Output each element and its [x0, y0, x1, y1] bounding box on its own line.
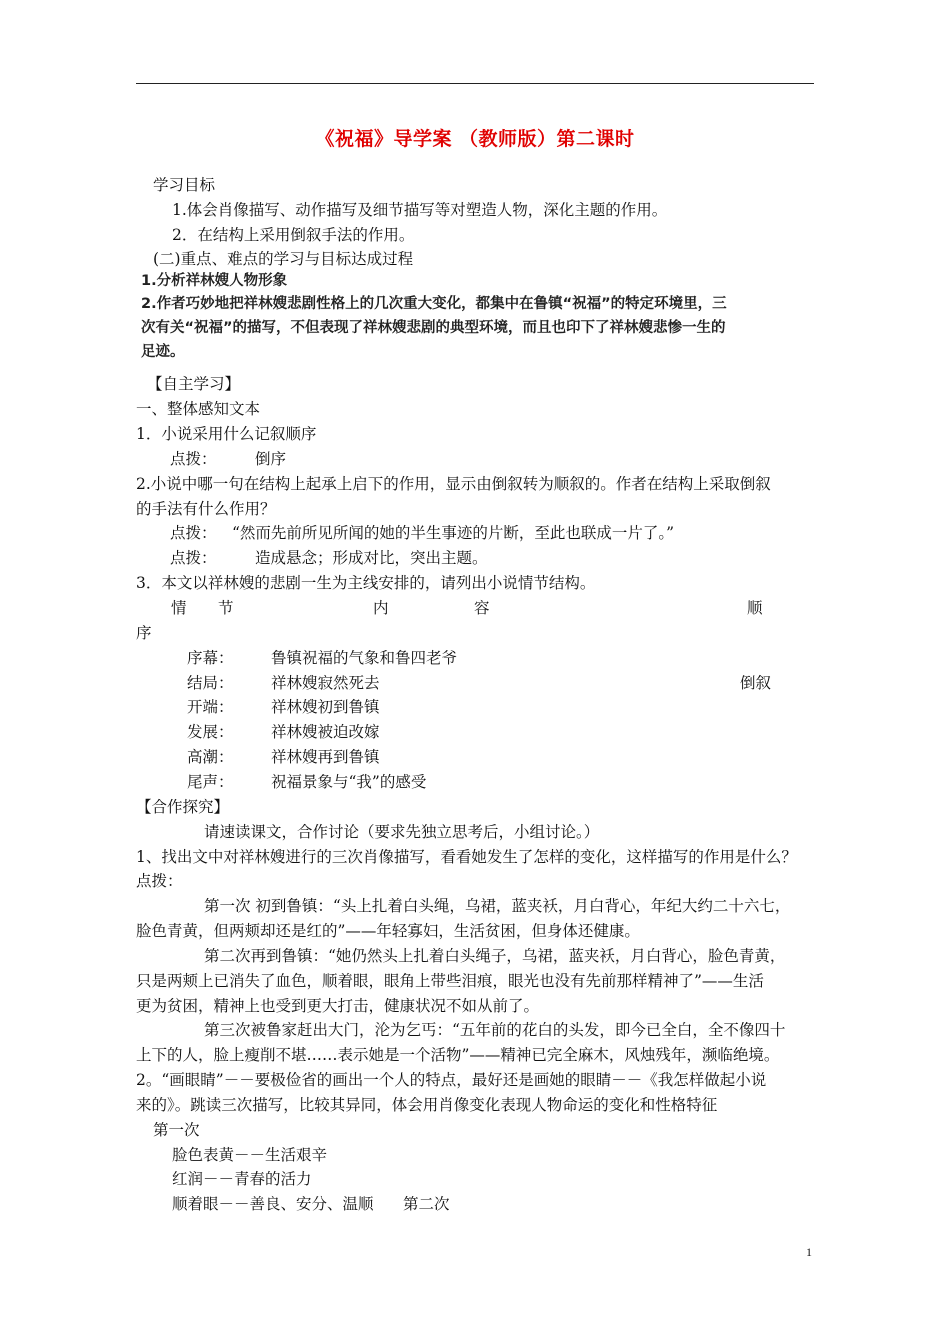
plot-stage: 高潮：: [187, 748, 234, 766]
question-3: 3．本文以祥林嫂的悲剧一生为主线安排的，请列出小说情节结构。: [136, 574, 596, 592]
key-point-2-line-2: 次有关“祝福”的描写，不但表现了祥林嫂悲剧的典型环境，而且也印下了祥林嫂悲惨一生的: [141, 320, 726, 336]
header-rule: [136, 83, 814, 84]
plot-header-content-2: 容: [474, 599, 490, 617]
question-2-line-2: 的手法有什么作用？: [136, 500, 276, 518]
q2-hint-1: “然而先前所见所闻的她的半生事迹的片断，至此也联成一片了。”: [232, 524, 675, 542]
key-points-section: (二)重点、难点的学习与目标达成过程: [153, 250, 414, 268]
first-time-point-3: 顺着眼－－善良、安分、温顺: [172, 1195, 374, 1213]
plot-stage: 结局：: [187, 674, 234, 692]
first-portrait-line-1: 第一次 初到鲁镇：“头上扎着白头绳，乌裙，蓝夹袄，月白背心，年纪大约二十六七，: [204, 897, 791, 915]
plot-header-order-2: 序: [136, 624, 152, 642]
plot-header-stage-1: 情: [171, 599, 187, 617]
q2-hint-2-label: 点拨：: [170, 549, 217, 567]
plot-content: 鲁镇祝福的气象和鲁四老爷: [271, 649, 458, 667]
plot-header-order-1: 顺: [747, 599, 763, 617]
key-point-2-line-1: 2.作者巧妙地把祥林嫂悲剧性格上的几次重大变化，都集中在鲁镇“祝福”的特定环境里，三: [141, 296, 727, 312]
part-1-heading: 一、整体感知文本: [136, 400, 261, 418]
question-1: 1．小说采用什么记叙顺序: [136, 425, 317, 443]
second-time-label: 第二次: [403, 1195, 450, 1213]
goal-item-2: 2．在结构上采用倒叙手法的作用。: [172, 226, 415, 244]
goal-item-1: 1.体会肖像描写、动作描写及细节描写等对塑造人物，深化主题的作用。: [172, 201, 668, 219]
q2-hint-1-label: 点拨：: [170, 524, 217, 542]
plot-header-stage-2: 节: [218, 599, 234, 617]
first-time-label: 第一次: [153, 1121, 200, 1139]
second-portrait-line-1: 第二次再到鲁镇：“她仍然头上扎着白头绳子，乌裙，蓝夹袄，月白背心，脸色青黄，: [204, 947, 786, 965]
question-2-line-1: 2.小说中哪一句在结构上起承上启下的作用，显示由倒叙转为顺叙的。作者在结构上采取倒叙: [136, 475, 771, 493]
coop-question-1: 1、找出文中对祥林嫂进行的三次肖像描写，看看她发生了怎样的变化，这样描写的作用是什么？: [136, 848, 797, 866]
plot-content: 祥林嫂初到鲁镇: [271, 698, 380, 716]
q2-hint-2: 造成悬念；形成对比，突出主题。: [255, 549, 488, 567]
key-point-1: 1.分析祥林嫂人物形象: [141, 273, 288, 289]
self-study-heading: 【自主学习】: [147, 375, 241, 393]
coop-intro: 请速读课文，合作讨论（要求先独立思考后，小组讨论。）: [204, 823, 600, 841]
coop-heading: 【合作探究】: [136, 798, 230, 816]
first-portrait-line-2: 脸色青黄，但两颊却还是红的”——年轻寡妇，生活贫困，但身体还健康。: [136, 922, 640, 940]
second-portrait-line-2: 只是两颊上已消失了血色，顺着眼，眼角上带些泪痕，眼光也没有先前那样精神了”——生活: [136, 972, 764, 990]
coop-question-2-line-2: 来的》。跳读三次描写，比较其异同，体会用肖像变化表现人物命运的变化和性格特征: [136, 1096, 718, 1114]
plot-stage: 开端：: [187, 698, 234, 716]
coop-question-2-line-1: 2。“画眼睛”－－要极俭省的画出一个人的特点，最好还是画她的眼睛－－《我怎样做起小说: [136, 1071, 767, 1089]
q1-hint: 倒序: [255, 450, 287, 468]
plot-stage: 尾声：: [187, 773, 234, 791]
page-title: 《祝福》导学案 （教师版）第二课时: [315, 128, 635, 150]
third-portrait-line-1: 第三次被鲁家赶出大门，沦为乞丐：“五年前的花白的头发，即今已全白，全不像四十: [204, 1021, 786, 1039]
q1-hint-label: 点拨：: [170, 450, 217, 468]
plot-header-content-1: 内: [373, 599, 389, 617]
plot-stage: 序幕：: [187, 649, 234, 667]
first-time-point-1: 脸色表黄－－生活艰辛: [172, 1146, 328, 1164]
key-point-2-line-3: 足迹。: [141, 344, 185, 360]
plot-order: 倒叙: [740, 674, 772, 692]
goals-heading: 学习目标: [153, 176, 216, 194]
coop-hint-label: 点拨：: [136, 872, 183, 890]
second-portrait-line-3: 更为贫困，精神上也受到更大打击，健康状况不如从前了。: [136, 997, 540, 1015]
plot-content: 祝福景象与“我”的感受: [271, 773, 427, 791]
first-time-point-2: 红润－－青春的活力: [172, 1170, 312, 1188]
plot-content: 祥林嫂被迫改嫁: [271, 723, 380, 741]
plot-stage: 发展：: [187, 723, 234, 741]
plot-content: 祥林嫂寂然死去: [271, 674, 380, 692]
third-portrait-line-2: 上下的人，脸上瘦削不堪……表示她是一个活物”——精神已完全麻木，风烛残年，濒临绝境。: [136, 1046, 780, 1064]
plot-content: 祥林嫂再到鲁镇: [271, 748, 380, 766]
page-number: 1: [806, 1245, 812, 1259]
